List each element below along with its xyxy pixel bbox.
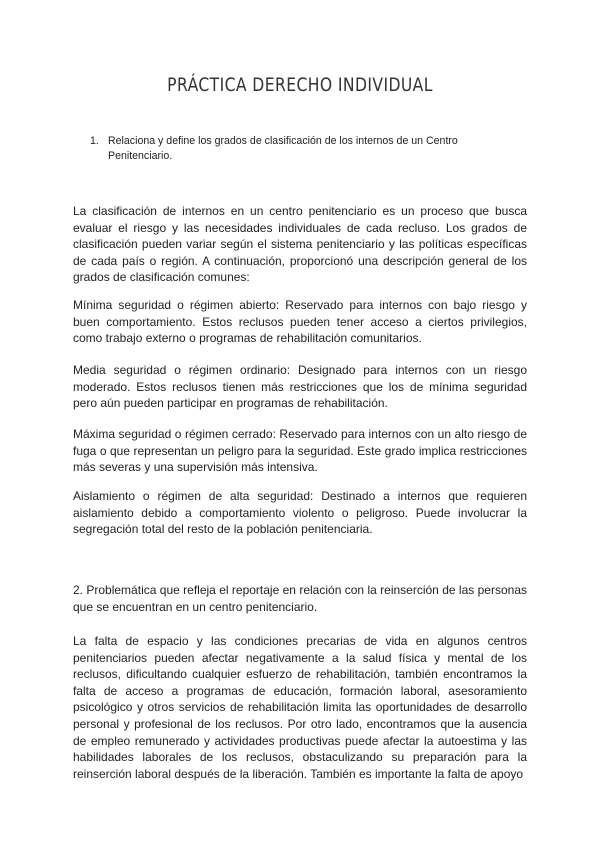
maxima-seguridad-paragraph: Máxima seguridad o régimen cerrado: Reservado para internos con un alto riesgo de fuga o que representan un peligro para la seguridad. Este grado implica restricciones más severas y una supervisión más intensiva. — [73, 427, 527, 475]
question-1 — [90, 134, 510, 164]
question-1-number: 1. — [90, 135, 99, 147]
intro-paragraph: La clasificación de internos en un centro penitenciario es un proceso que busca evaluar el riesgo y las necesidades individuales de cada recluso. Los grados de clasificación pueden variar según el sistema penitenciario y las políticas específicas de cada país o región. A continuación, proporcionó una descripción general de los grados de clasificación comunes: — [73, 204, 527, 285]
media-seguridad-paragraph: Media seguridad o régimen ordinario: Designado para internos con un riesgo moderado. Estos reclusos tienen más restricciones que los de mínima seguridad pero aún pueden participar en programas de rehabilitación. — [73, 363, 527, 411]
page-title: PRÁCTICA DERECHO INDIVIDUAL — [167, 74, 433, 96]
question-1-text: Relaciona y define los grados de clasificación de los internos de un Centro Penitenciario. — [108, 135, 458, 162]
minima-seguridad-paragraph: Mínima seguridad o régimen abierto: Reservado para internos con bajo riesgo y buen comportamiento. Estos reclusos pueden tener acceso a ciertos privilegios, como trabajo externo o programas de rehabilitación comunitarios. — [73, 298, 527, 346]
reinsercion-paragraph: La falta de espacio y las condiciones precarias de vida en algunos centros penitenciarios pueden afectar negativamente a la salud física y mental de los reclusos, dificultando cualquier esfuerzo de rehabilitación, también encontramos la falta de acceso a programas de educación, formación laboral, asesoramiento psicológico y otros servicios de rehabilitación limita las oportunidades de desarrollo personal y profesional de los reclusos. Por otro lado, encontramos que la ausencia de empleo remunerado y actividades productivas puede afectar la autoestima y las habilidades laborales de los reclusos, obstaculizando su preparación para la reinserción laboral después de la liberación. También es importante la falta de apoyo — [73, 634, 527, 781]
question-2: 2. Problemática que refleja el reportaje en relación con la reinserción de las personas que se encuentran en un centro penitenciario. — [73, 583, 527, 614]
aislamiento-paragraph: Aislamiento o régimen de alta seguridad: Destinado a internos que requieren aislamiento debido a comportamiento violento o peligroso. Puede involucrar la segregación total del resto de la población penitenciaria. — [73, 489, 527, 537]
